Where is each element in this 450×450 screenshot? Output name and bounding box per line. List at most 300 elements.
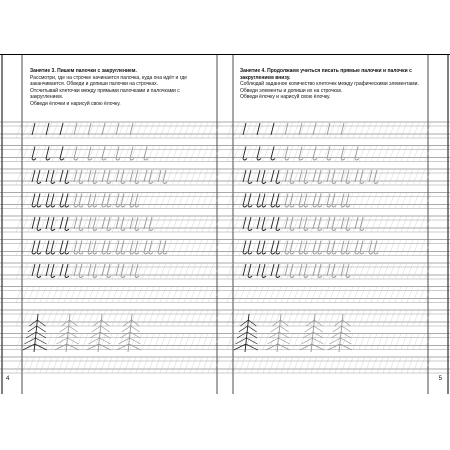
slant-line <box>172 334 178 350</box>
slant-line <box>365 146 371 162</box>
slant-line <box>202 310 208 326</box>
fir-tree-branch <box>61 320 69 326</box>
fir-tree-branch <box>130 332 140 338</box>
slant-line <box>22 240 28 256</box>
letter-stroke <box>299 264 302 276</box>
letter-stroke <box>74 264 77 276</box>
letter-stroke <box>304 170 308 184</box>
slant-line <box>335 146 341 162</box>
slant-line <box>251 357 257 373</box>
fir-tree-branch <box>328 344 340 350</box>
letter-stroke <box>313 123 316 135</box>
slant-line <box>401 287 407 303</box>
slant-line <box>383 334 389 350</box>
fir-tree-branch <box>69 320 77 326</box>
letter-stroke <box>341 147 345 161</box>
slant-line <box>148 122 154 138</box>
slant-line <box>34 357 40 373</box>
slant-line <box>371 357 377 373</box>
fir-tree-branch <box>303 332 313 338</box>
slant-line <box>371 310 377 326</box>
slant-line <box>293 146 299 162</box>
slant-line <box>287 310 293 326</box>
slant-line <box>172 287 178 303</box>
fir-tree-branch <box>69 326 78 332</box>
fir-tree-branch <box>312 344 324 350</box>
slant-line <box>389 287 395 303</box>
slant-line <box>40 146 46 162</box>
slant-line <box>419 146 425 162</box>
slant-line <box>317 287 323 303</box>
slant-line <box>227 310 233 326</box>
fir-tree-branch <box>23 344 35 350</box>
slant-line <box>94 357 100 373</box>
letter-stroke <box>327 123 330 135</box>
fir-tree-branch <box>28 326 37 332</box>
slant-line <box>148 357 154 373</box>
letter-stroke <box>135 170 139 184</box>
slant-line <box>166 193 172 209</box>
slant-line <box>377 216 383 232</box>
slant-line <box>233 146 239 162</box>
slant-line <box>377 357 383 373</box>
slant-line <box>88 357 94 373</box>
letter-stroke <box>93 264 97 278</box>
slant-line <box>377 122 383 138</box>
slant-line <box>112 310 118 326</box>
letter-stroke <box>102 241 106 255</box>
slant-line <box>70 287 76 303</box>
slant-line <box>251 146 257 162</box>
fir-tree-branch <box>129 338 140 344</box>
letter-stroke <box>304 241 308 255</box>
slant-line <box>46 334 52 350</box>
slant-line <box>52 357 58 373</box>
slant-line <box>154 310 160 326</box>
slant-line <box>202 240 208 256</box>
letter-stroke <box>130 217 133 229</box>
slant-line <box>16 216 22 232</box>
fir-tree-branch <box>117 344 129 350</box>
slant-line <box>82 334 88 350</box>
letter-stroke <box>135 194 139 208</box>
slant-line <box>275 122 281 138</box>
slant-line <box>299 287 305 303</box>
slant-line <box>172 240 178 256</box>
slant-line <box>82 357 88 373</box>
instruction-line: Рассмотри, где на строчке начинается палочка, куда она идёт и где заканчивается. Обведи и допиши палочки на строчках. <box>30 74 188 88</box>
letter-stroke <box>135 217 139 231</box>
letter-stroke <box>130 147 134 161</box>
fir-tree-branch <box>35 344 47 350</box>
slant-line <box>64 146 70 162</box>
fir-tree-branch <box>300 344 312 350</box>
letter-stroke <box>355 241 359 255</box>
letter-stroke <box>32 217 35 229</box>
slant-line <box>353 357 359 373</box>
slant-line <box>94 287 100 303</box>
slant-line <box>142 310 148 326</box>
letter-stroke <box>355 147 359 161</box>
slant-line <box>118 357 124 373</box>
letter-stroke <box>46 194 50 208</box>
slant-line <box>227 334 233 350</box>
letter-stroke <box>299 123 302 135</box>
slant-line <box>166 287 172 303</box>
letter-stroke <box>257 170 260 182</box>
slant-line <box>377 310 383 326</box>
slant-line <box>166 122 172 138</box>
slant-line <box>383 122 389 138</box>
fir-tree-branch <box>271 326 280 332</box>
slant-line <box>341 287 347 303</box>
letter-stroke <box>93 170 97 184</box>
slant-line <box>401 310 407 326</box>
letter-stroke <box>88 264 91 276</box>
letter-stroke <box>341 194 345 208</box>
slant-line <box>419 169 425 185</box>
letter-stroke <box>243 264 246 276</box>
slant-line <box>383 240 389 256</box>
slant-line <box>118 310 124 326</box>
fir-tree-branch <box>37 326 46 332</box>
letter-stroke <box>51 194 55 208</box>
slant-line <box>329 357 335 373</box>
slant-line <box>347 122 353 138</box>
slant-line <box>196 240 202 256</box>
slant-line <box>202 146 208 162</box>
slant-line <box>136 310 142 326</box>
slant-line <box>88 287 94 303</box>
slant-line <box>353 122 359 138</box>
slant-line <box>227 216 233 232</box>
slant-line <box>160 310 166 326</box>
letter-stroke <box>32 170 35 182</box>
slant-line <box>190 357 196 373</box>
letter-stroke <box>93 241 97 255</box>
fir-tree-branch <box>37 320 45 326</box>
slant-line <box>395 146 401 162</box>
slant-line <box>323 310 329 326</box>
slant-line <box>22 357 28 373</box>
slant-line <box>419 193 425 209</box>
slant-line <box>190 146 196 162</box>
slant-line <box>293 357 299 373</box>
slant-line <box>365 263 371 279</box>
slant-line <box>419 310 425 326</box>
fir-tree-branch <box>334 320 342 326</box>
slant-line <box>371 287 377 303</box>
fir-tree-branch <box>272 320 280 326</box>
letter-stroke <box>60 147 64 161</box>
slant-line <box>94 122 100 138</box>
slant-line <box>106 357 112 373</box>
slant-line <box>401 122 407 138</box>
slant-line <box>413 240 419 256</box>
slant-line <box>401 240 407 256</box>
slant-line <box>341 357 347 373</box>
slant-line <box>184 240 190 256</box>
slant-line <box>245 287 251 303</box>
letter-stroke <box>346 241 350 255</box>
fir-tree-branch <box>99 338 110 344</box>
slant-line <box>257 334 263 350</box>
slant-line <box>16 193 22 209</box>
slant-line <box>371 216 377 232</box>
slant-line <box>136 122 142 138</box>
instruction-line: Обведи ёлочку и нарисуй свою ёлочку. <box>240 94 331 101</box>
slant-line <box>82 310 88 326</box>
slant-line <box>40 357 46 373</box>
slant-line <box>208 310 214 326</box>
slant-line <box>383 146 389 162</box>
slant-line <box>413 357 419 373</box>
slant-line <box>293 122 299 138</box>
slant-line <box>184 216 190 232</box>
slant-line <box>88 310 94 326</box>
writing-grid <box>0 54 225 394</box>
slant-line <box>407 240 413 256</box>
slant-line <box>275 146 281 162</box>
slant-line <box>208 169 214 185</box>
slant-line <box>365 122 371 138</box>
slant-line <box>178 169 184 185</box>
slant-line <box>401 169 407 185</box>
slant-line <box>419 263 425 279</box>
slant-line <box>148 263 154 279</box>
slant-line <box>383 193 389 209</box>
slant-line <box>82 146 88 162</box>
slant-line <box>299 334 305 350</box>
slant-line <box>257 287 263 303</box>
fir-tree-branch <box>314 326 323 332</box>
slant-line <box>70 310 76 326</box>
slant-line <box>196 216 202 232</box>
slant-line <box>389 193 395 209</box>
slant-line <box>227 287 233 303</box>
slant-line <box>359 122 365 138</box>
slant-line <box>395 334 401 350</box>
slant-line <box>263 146 269 162</box>
slant-line <box>407 310 413 326</box>
slant-line <box>202 193 208 209</box>
slant-line <box>359 310 365 326</box>
slant-line <box>389 122 395 138</box>
slant-line <box>389 146 395 162</box>
letter-stroke <box>341 241 345 255</box>
slant-line <box>323 357 329 373</box>
slant-line <box>148 310 154 326</box>
slant-line <box>172 216 178 232</box>
fir-tree-branch <box>279 332 289 338</box>
fir-tree-branch <box>269 332 279 338</box>
slant-line <box>413 216 419 232</box>
slant-line <box>160 122 166 138</box>
slant-line <box>359 193 365 209</box>
letter-stroke <box>158 170 161 182</box>
slant-line <box>190 122 196 138</box>
letter-stroke <box>46 241 50 255</box>
letter-stroke <box>60 241 64 255</box>
slant-line <box>371 263 377 279</box>
slant-line <box>353 193 359 209</box>
slant-line <box>413 169 419 185</box>
letter-stroke <box>271 241 275 255</box>
letter-stroke <box>46 170 49 182</box>
slant-line <box>335 122 341 138</box>
slant-line <box>389 216 395 232</box>
slant-line <box>401 357 407 373</box>
letter-stroke <box>93 217 97 231</box>
slant-line <box>94 146 100 162</box>
letter-stroke <box>116 264 119 276</box>
slant-line <box>142 357 148 373</box>
slant-line <box>413 146 419 162</box>
slant-line <box>383 357 389 373</box>
slant-line <box>160 287 166 303</box>
fir-tree-branch <box>342 326 351 332</box>
letter-stroke <box>74 170 77 182</box>
letter-stroke <box>144 147 148 161</box>
letter-stroke <box>257 217 260 229</box>
letter-stroke <box>102 264 105 276</box>
slant-line <box>154 193 160 209</box>
fir-tree-branch <box>280 326 289 332</box>
slant-line <box>106 310 112 326</box>
slant-line <box>22 146 28 162</box>
slant-line <box>190 334 196 350</box>
letter-stroke <box>327 217 330 229</box>
slant-line <box>184 146 190 162</box>
letter-stroke <box>304 217 308 231</box>
fir-tree-branch <box>314 320 322 326</box>
slant-line <box>233 122 239 138</box>
letter-stroke <box>130 241 134 255</box>
fir-tree-branch <box>29 320 37 326</box>
fir-tree-branch <box>101 320 109 326</box>
letter-stroke <box>32 264 35 276</box>
slant-line <box>395 193 401 209</box>
letter-stroke <box>130 123 133 135</box>
writing-grid <box>225 54 450 394</box>
slant-line <box>34 287 40 303</box>
slant-line <box>142 334 148 350</box>
slant-line <box>359 263 365 279</box>
letter-stroke <box>327 264 330 276</box>
letter-stroke <box>88 194 92 208</box>
slant-line <box>233 334 239 350</box>
slant-line <box>251 310 257 326</box>
slant-line <box>305 146 311 162</box>
letter-stroke <box>46 123 49 135</box>
slant-line <box>196 357 202 373</box>
fir-tree-branch <box>60 326 69 332</box>
slant-line <box>407 216 413 232</box>
slant-line <box>40 310 46 326</box>
slant-line <box>178 122 184 138</box>
slant-line <box>227 146 233 162</box>
slant-line <box>293 310 299 326</box>
slant-line <box>275 357 281 373</box>
slant-line <box>22 263 28 279</box>
slant-line <box>172 122 178 138</box>
instruction-line: Отсчитывай клеточки между прямыми палочками и палочками с закруглением. <box>30 87 180 101</box>
letter-stroke <box>46 217 49 229</box>
slant-line <box>359 146 365 162</box>
slant-line <box>317 357 323 373</box>
letter-stroke <box>271 123 274 135</box>
letter-stroke <box>257 194 261 208</box>
slant-line <box>148 193 154 209</box>
slant-line <box>22 216 28 232</box>
slant-line <box>106 122 112 138</box>
letter-stroke <box>285 217 288 229</box>
slant-line <box>166 146 172 162</box>
slant-line <box>58 287 64 303</box>
slant-line <box>202 334 208 350</box>
slant-line <box>46 287 52 303</box>
instruction-line: Обведи ёлочки и нарисуй свою ёлочку. <box>30 100 121 107</box>
slant-line <box>100 287 106 303</box>
slant-line <box>52 122 58 138</box>
fir-tree-branch <box>58 332 68 338</box>
fir-tree-branch <box>131 326 140 332</box>
slant-line <box>251 122 257 138</box>
slant-line <box>16 287 22 303</box>
fir-tree-branch <box>247 332 257 338</box>
letter-stroke <box>130 194 134 208</box>
slant-line <box>371 193 377 209</box>
fir-tree-branch <box>131 320 139 326</box>
slant-line <box>401 263 407 279</box>
slant-line <box>202 357 208 373</box>
slant-line <box>317 146 323 162</box>
slant-line <box>22 122 28 138</box>
letter-stroke <box>60 217 63 229</box>
fir-tree-branch <box>340 338 351 344</box>
slant-line <box>377 287 383 303</box>
slant-line <box>353 263 359 279</box>
letter-stroke <box>299 241 303 255</box>
letter-stroke <box>299 170 302 182</box>
slant-line <box>407 169 413 185</box>
slant-line <box>202 263 208 279</box>
slant-line <box>383 169 389 185</box>
slant-line <box>142 263 148 279</box>
slant-line <box>178 240 184 256</box>
slant-line <box>401 334 407 350</box>
slant-line <box>383 310 389 326</box>
fir-tree-branch <box>92 326 101 332</box>
letter-stroke <box>257 147 261 161</box>
slant-line <box>359 334 365 350</box>
letter-stroke <box>271 264 274 276</box>
slant-line <box>263 357 269 373</box>
slant-line <box>233 216 239 232</box>
slant-line <box>293 287 299 303</box>
slant-line <box>130 287 136 303</box>
slant-line <box>46 357 52 373</box>
letter-stroke <box>243 123 246 135</box>
slant-line <box>407 193 413 209</box>
slant-line <box>22 334 28 350</box>
letter-stroke <box>285 170 288 182</box>
letter-stroke <box>285 264 288 276</box>
slant-line <box>40 287 46 303</box>
slant-line <box>395 310 401 326</box>
slant-line <box>190 193 196 209</box>
slant-line <box>401 216 407 232</box>
